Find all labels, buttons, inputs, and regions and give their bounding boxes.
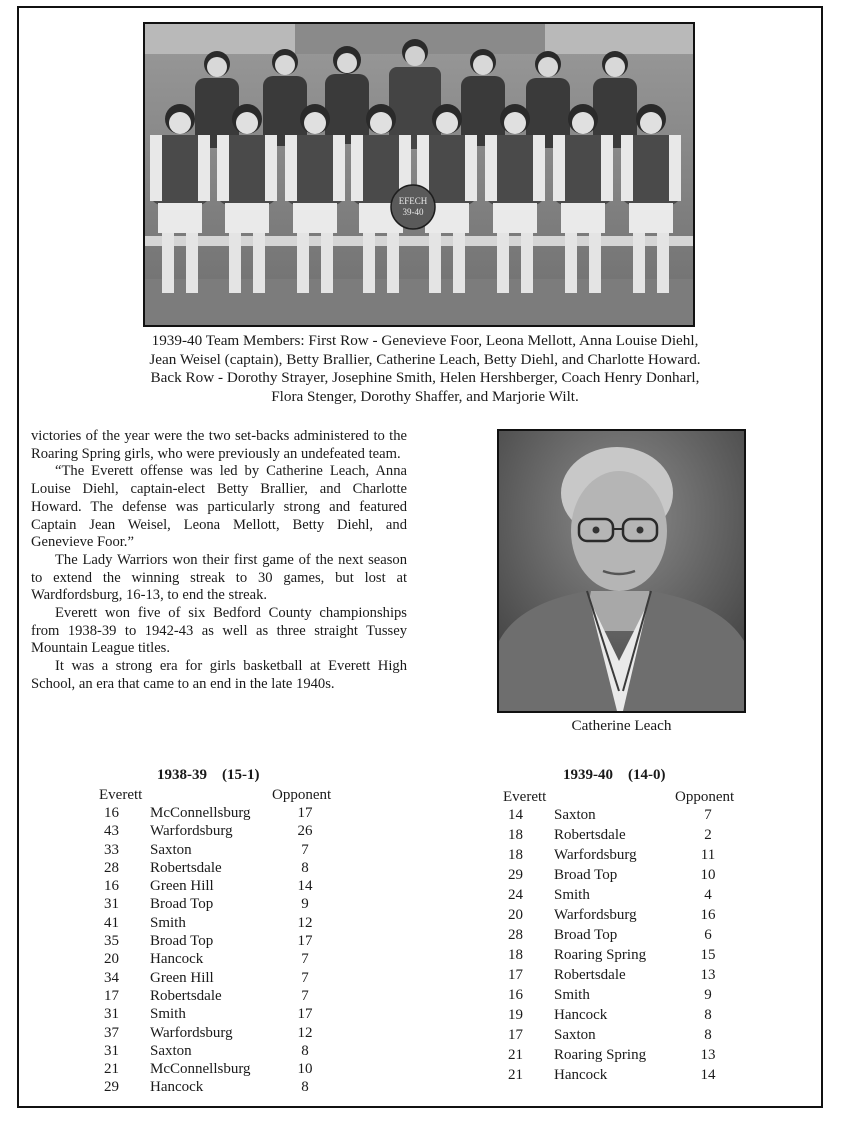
everett-score: 28 [508, 927, 523, 943]
opponent-team: Saxton [150, 841, 192, 858]
game-row [96, 988, 356, 1006]
opponent-score: 10 [700, 867, 716, 883]
opponent-team: Roaring Spring [554, 947, 647, 963]
game-row [500, 867, 760, 887]
everett-score: 21 [508, 1067, 523, 1083]
everett-score: 16 [104, 878, 119, 895]
game-row [96, 878, 356, 896]
opponent-team: McConnellsburg [150, 1061, 251, 1078]
season-1938-39-table [96, 805, 356, 1098]
opponent-team: Robertsdale [554, 967, 626, 983]
game-row [500, 887, 760, 907]
opponent-score: 8 [301, 859, 309, 876]
team-photo [143, 22, 695, 327]
opponent-score: 7 [301, 987, 309, 1004]
opponent-score: 12 [297, 914, 313, 931]
opponent-score: 17 [297, 805, 313, 821]
opponent-score: 9 [301, 896, 309, 913]
paragraph: Everett won five of six Bedford County championships from 1938-39 to 1942-43 as well as three straight Tussey Mountain League titles. [31, 605, 407, 657]
game-row [96, 842, 356, 860]
everett-score: 37 [104, 1024, 119, 1041]
ball-lettering: EFECH [398, 196, 428, 206]
opponent-team: Broad Top [554, 927, 618, 943]
opponent-score: 17 [297, 933, 313, 950]
game-row [96, 1061, 356, 1079]
game-row [500, 1027, 760, 1047]
opponent-score: 15 [700, 947, 716, 963]
game-row [96, 860, 356, 878]
opponent-score: 10 [297, 1061, 313, 1078]
opponent-team: Smith [554, 887, 590, 903]
everett-score: 18 [508, 947, 523, 963]
everett-score: 19 [508, 1007, 523, 1023]
opponent-score: 17 [297, 1006, 313, 1023]
opponent-score: 7 [301, 841, 309, 858]
opponent-score: 26 [297, 823, 313, 840]
game-row [500, 847, 760, 867]
everett-score: 17 [104, 987, 119, 1004]
basketball-graphic [391, 185, 435, 229]
opponent-team: Smith [150, 914, 186, 931]
everett-score: 43 [104, 823, 119, 840]
opponent-team: Hancock [150, 951, 204, 968]
everett-score: 31 [104, 896, 119, 913]
everett-score: 20 [508, 907, 523, 923]
game-row [96, 823, 356, 841]
paragraph: victories of the year were the two set-backs administered to the Roaring Spring girls, who were previously an undefeated team. [31, 428, 407, 462]
game-row [96, 1025, 356, 1043]
everett-score: 33 [104, 841, 119, 858]
opponent-team: Saxton [150, 1042, 192, 1059]
column-header-opponent: Opponent [675, 789, 735, 805]
everett-score: 21 [104, 1061, 119, 1078]
everett-score: 14 [508, 807, 523, 823]
game-row [500, 987, 760, 1007]
opponent-score: 11 [700, 847, 716, 863]
opponent-team: Robertsdale [150, 987, 222, 1004]
opponent-score: 7 [301, 969, 309, 986]
column-header-everett: Everett [503, 789, 547, 805]
opponent-team: Green Hill [150, 969, 214, 986]
game-row [500, 967, 760, 987]
opponent-team: Hancock [554, 1007, 608, 1023]
column-header-everett: Everett [99, 787, 143, 803]
photo-caption [60, 332, 790, 406]
opponent-team: Broad Top [150, 896, 214, 913]
everett-score: 29 [104, 1079, 119, 1096]
opponent-score: 4 [704, 887, 712, 903]
season-1939-40-table [500, 807, 760, 1087]
season-title: 1939-40 (14-0) [563, 767, 666, 783]
opponent-team: Robertsdale [150, 859, 222, 876]
opponent-team: Roaring Spring [554, 1047, 647, 1063]
opponent-team: Warfordsburg [150, 823, 233, 840]
game-row [500, 927, 760, 947]
game-row [96, 1006, 356, 1024]
opponent-team: Broad Top [150, 933, 214, 950]
caption-line: Flora Stenger, Dorothy Shaffer, and Marjorie Wilt. [271, 387, 579, 405]
game-row [500, 827, 760, 847]
everett-score: 31 [104, 1042, 119, 1059]
caption-line: Jean Weisel (captain), Betty Brallier, Catherine Leach, Betty Diehl, and Charlotte Howard. [149, 350, 701, 368]
opponent-team: Smith [150, 1006, 186, 1023]
everett-score: 41 [104, 914, 119, 931]
paragraph: The Lady Warriors won their first game of the next season to extend the winning streak to 30 games, but lost at Wardfordsburg, 16-13, to end the streak. [31, 551, 407, 604]
game-row [96, 1079, 356, 1097]
opponent-team: Green Hill [150, 878, 214, 895]
portrait-photo [497, 429, 746, 713]
game-row [500, 1047, 760, 1067]
opponent-team: Warfordsburg [554, 847, 637, 863]
game-row [96, 805, 356, 823]
game-row [96, 933, 356, 951]
opponent-score: 9 [704, 987, 712, 1003]
game-row [96, 1043, 356, 1061]
opponent-score: 6 [704, 927, 712, 943]
paragraph: “The Everett offense was led by Catherine Leach, Anna Louise Diehl, captain-elect Betty Brallier, and Charlotte Howard. The defense was particularly strong and featured Captain Jean Weisel, Leona Mellott, Betty Diehl, and Genevieve Foor.” [31, 463, 407, 551]
season-title: 1938-39 (15-1) [157, 767, 260, 783]
everett-score: 17 [508, 967, 523, 983]
opponent-team: Broad Top [554, 867, 618, 883]
everett-score: 28 [104, 859, 119, 876]
game-row [96, 915, 356, 933]
everett-score: 24 [508, 887, 523, 903]
everett-score: 29 [508, 867, 523, 883]
opponent-team: Saxton [554, 807, 596, 823]
opponent-team: Hancock [150, 1079, 204, 1096]
everett-score: 20 [104, 951, 119, 968]
game-row [500, 1007, 760, 1027]
opponent-score: 14 [297, 878, 313, 895]
everett-score: 31 [104, 1006, 119, 1023]
everett-score: 17 [508, 1027, 523, 1043]
everett-score: 21 [508, 1047, 523, 1063]
opponent-score: 13 [700, 967, 716, 983]
game-row [96, 951, 356, 969]
opponent-team: Warfordsburg [554, 907, 637, 923]
portrait-caption: Catherine Leach [571, 717, 672, 734]
everett-score: 34 [104, 969, 119, 986]
opponent-score: 16 [700, 907, 716, 923]
opponent-team: Hancock [554, 1067, 608, 1083]
game-row [500, 807, 760, 827]
opponent-team: Robertsdale [554, 827, 626, 843]
caption-line: Back Row - Dorothy Strayer, Josephine Smith, Helen Hershberger, Coach Henry Donharl, [150, 369, 700, 387]
opponent-team: Smith [554, 987, 590, 1003]
opponent-score: 8 [301, 1042, 309, 1059]
everett-score: 18 [508, 847, 523, 863]
article-text [31, 428, 407, 694]
opponent-score: 2 [704, 827, 712, 843]
game-row [96, 896, 356, 914]
opponent-score: 8 [704, 1007, 712, 1023]
opponent-team: Saxton [554, 1027, 596, 1043]
opponent-score: 7 [301, 951, 309, 968]
everett-score: 16 [104, 805, 119, 821]
svg-text:39-40: 39-40 [402, 207, 424, 217]
everett-score: 18 [508, 827, 523, 843]
game-row [500, 1067, 760, 1087]
opponent-score: 12 [297, 1024, 313, 1041]
opponent-score: 13 [700, 1047, 716, 1063]
game-row [500, 947, 760, 967]
game-row [500, 907, 760, 927]
opponent-score: 14 [700, 1067, 716, 1083]
opponent-team: McConnellsburg [150, 805, 251, 821]
paragraph: It was a strong era for girls basketball at Everett High School, an era that came to an end in the late 1940s. [31, 658, 407, 692]
opponent-team: Warfordsburg [150, 1024, 233, 1041]
opponent-score: 8 [301, 1079, 309, 1096]
everett-score: 16 [508, 987, 523, 1003]
everett-score: 35 [104, 933, 119, 950]
game-row [96, 970, 356, 988]
column-header-opponent: Opponent [272, 787, 332, 803]
opponent-score: 7 [704, 807, 712, 823]
opponent-score: 8 [704, 1027, 712, 1043]
caption-line: 1939-40 Team Members: First Row - Genevieve Foor, Leona Mellott, Anna Louise Diehl, [151, 332, 699, 349]
